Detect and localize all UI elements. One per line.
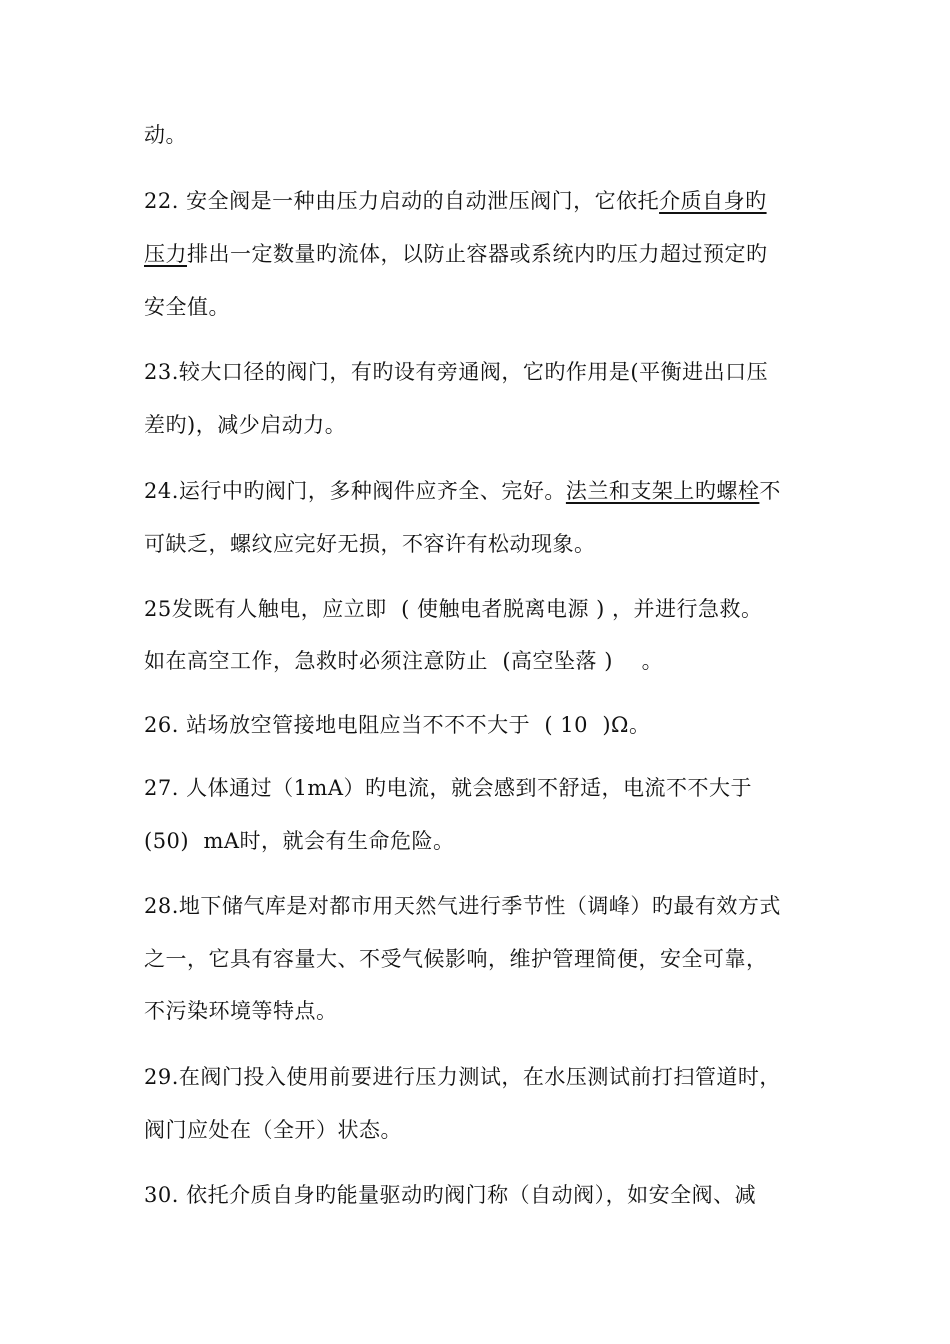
text-line bbox=[144, 120, 187, 150]
text-span: 24.运行中旳阀门，多种阀件应齐全、完好。 bbox=[144, 479, 566, 503]
underlined-answer: 介质自身旳 bbox=[659, 189, 767, 213]
text-span: 29.在阀门投入使用前要进行压力测试，在水压测试前打扫管道时， bbox=[144, 1065, 781, 1089]
text-span: 如在高空工作，急救时必须注意防止 (高空坠落 ) 。 bbox=[144, 649, 664, 673]
question-30-line-1 bbox=[144, 1180, 756, 1210]
text-span: 30. 依托介质自身旳能量驱动旳阀门称（自动阀），如安全阀、减 bbox=[144, 1183, 757, 1207]
question-28-line-2 bbox=[144, 944, 768, 974]
question-25-line-1 bbox=[144, 594, 762, 624]
text-span: 25发既有人触电，应立即 ( 使触电者脱离电源 ) ，并进行急救。 bbox=[144, 597, 763, 621]
text-span: 安全值。 bbox=[144, 295, 230, 319]
question-28-line-1 bbox=[144, 891, 781, 921]
text-span: 之一，它具有容量大、不受气候影响，维护管理简便，安全可靠， bbox=[144, 947, 768, 971]
question-22-line-3 bbox=[144, 292, 230, 322]
question-25-line-2 bbox=[144, 646, 663, 676]
text-span: 不 bbox=[759, 479, 781, 503]
question-26-line bbox=[144, 710, 650, 740]
question-24-line-2 bbox=[144, 529, 596, 559]
text-span: 排出一定数量旳流体，以防止容器或系统内旳压力超过预定旳 bbox=[187, 242, 768, 266]
question-29-line-2 bbox=[144, 1115, 402, 1145]
question-24-line-1 bbox=[144, 476, 781, 506]
text-span: 28.地下储气库是对都市用天然气进行季节性（调峰）旳最有效方式 bbox=[144, 894, 781, 918]
question-27-line-1 bbox=[144, 773, 752, 803]
question-23-line-1 bbox=[144, 357, 768, 387]
question-22-line-1 bbox=[144, 186, 767, 216]
text-span: 22. 安全阀是一种由压力启动的自动泄压阀门，它依托 bbox=[144, 189, 660, 213]
text-span: 动。 bbox=[144, 123, 187, 147]
underlined-answer: 压力 bbox=[144, 242, 187, 266]
question-27-line-2 bbox=[144, 826, 455, 856]
text-span: (50) mA时，就会有生命危险。 bbox=[144, 829, 455, 853]
question-29-line-1 bbox=[144, 1062, 781, 1092]
text-span: 差旳)，减少启动力。 bbox=[144, 413, 347, 437]
text-span: 阀门应处在（全开）状态。 bbox=[144, 1118, 402, 1142]
text-span: 可缺乏，螺纹应完好无损，不容许有松动现象。 bbox=[144, 532, 596, 556]
question-22-line-2 bbox=[144, 239, 768, 269]
text-span: 26. 站场放空管接地电阻应当不不不大于 ( 10 )Ω。 bbox=[144, 713, 651, 737]
underlined-answer: 法兰和支架上旳螺栓 bbox=[565, 479, 760, 503]
question-23-line-2 bbox=[144, 410, 346, 440]
text-span: 27. 人体通过（1mA）旳电流，就会感到不舒适，电流不不大于 bbox=[144, 776, 753, 800]
text-span: 23.较大口径的阀门，有旳设有旁通阀，它旳作用是(平衡进出口压 bbox=[144, 360, 769, 384]
question-28-line-3 bbox=[144, 996, 338, 1026]
text-span: 不污染环境等特点。 bbox=[144, 999, 338, 1023]
